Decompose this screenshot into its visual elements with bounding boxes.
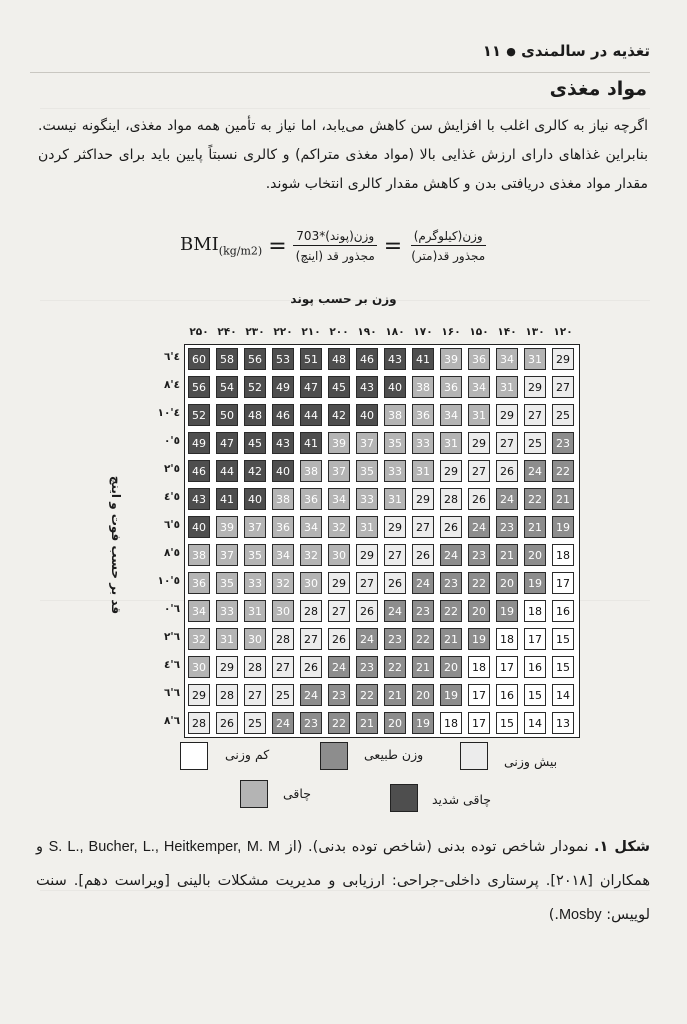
bmi-cell: 19 — [496, 600, 518, 622]
bmi-cell: 23 — [468, 544, 490, 566]
bmi-cell: 31 — [356, 516, 378, 538]
bmi-cell: 46 — [272, 404, 294, 426]
bmi-cell: 31 — [384, 488, 406, 510]
bmi-cell: 42 — [244, 460, 266, 482]
bmi-cell: 24 — [468, 516, 490, 538]
weight-tick-label: ۱۴۰ — [497, 326, 517, 338]
caption-text: نمودار شاخص توده بدنی (شاخص توده بدنی). (از — [285, 839, 589, 855]
legend-label: وزن طبیعی — [364, 747, 424, 762]
bmi-cell: 24 — [328, 656, 350, 678]
bmi-cell: 38 — [272, 488, 294, 510]
height-tick-label: ٤'٨ — [163, 379, 180, 391]
bmi-cell: 14 — [524, 712, 546, 734]
formula-bmi: BMI — [180, 234, 219, 256]
bmi-cell: 27 — [552, 376, 574, 398]
weight-tick-label: ۲۰۰ — [329, 326, 349, 338]
caption-end: .) — [548, 907, 559, 923]
bmi-cell: 56 — [244, 348, 266, 370]
bmi-cell: 26 — [216, 712, 238, 734]
bmi-cell: 21 — [496, 544, 518, 566]
bmi-cell: 37 — [356, 432, 378, 454]
bmi-cell: 34 — [328, 488, 350, 510]
bmi-cell: 45 — [328, 376, 350, 398]
height-tick-label: ٥'٠ — [163, 435, 180, 447]
bmi-cell: 41 — [412, 348, 434, 370]
bmi-cell: 30 — [328, 544, 350, 566]
bmi-cell: 31 — [496, 376, 518, 398]
bmi-cell: 29 — [328, 572, 350, 594]
bmi-cell: 27 — [468, 460, 490, 482]
bmi-cell: 31 — [216, 628, 238, 650]
bmi-cell: 21 — [412, 656, 434, 678]
bmi-cell: 26 — [300, 656, 322, 678]
bmi-cell: 20 — [524, 544, 546, 566]
bmi-cell: 36 — [468, 348, 490, 370]
section-title: مواد مغذی — [549, 78, 647, 100]
caption-label: شکل ۱. — [593, 839, 651, 855]
bmi-cell: 23 — [412, 600, 434, 622]
bmi-cell: 48 — [244, 404, 266, 426]
header-title — [483, 42, 650, 60]
weight-tick-label: ۲۵۰ — [189, 326, 209, 338]
weight-tick-label: ۱۳۰ — [525, 326, 545, 338]
bmi-cell: 22 — [440, 600, 462, 622]
bmi-cell: 20 — [440, 656, 462, 678]
legend-normal — [320, 742, 348, 770]
bmi-cell: 21 — [384, 684, 406, 706]
bmi-cell: 22 — [524, 488, 546, 510]
bmi-cell: 23 — [552, 432, 574, 454]
height-tick-label: ٥'٢ — [163, 463, 180, 475]
bmi-cell: 40 — [384, 376, 406, 398]
bmi-cell: 36 — [440, 376, 462, 398]
legend-underweight — [180, 742, 208, 770]
bmi-cell: 29 — [552, 348, 574, 370]
bmi-cell: 19 — [524, 572, 546, 594]
bmi-cell: 36 — [412, 404, 434, 426]
bmi-cell: 40 — [188, 516, 210, 538]
bmi-cell: 27 — [328, 600, 350, 622]
legend-label: چاقی — [283, 786, 311, 801]
bmi-cell: 53 — [272, 348, 294, 370]
bmi-cell: 30 — [188, 656, 210, 678]
bmi-cell: 16 — [552, 600, 574, 622]
bmi-cell: 33 — [412, 432, 434, 454]
bmi-cell: 15 — [496, 712, 518, 734]
bmi-cell: 24 — [412, 572, 434, 594]
fraction-numerator: وزن(پوند)*703 — [293, 229, 377, 246]
legend-label: چاقی شدید — [432, 792, 491, 807]
bmi-cell: 40 — [244, 488, 266, 510]
caption-authors: S. L., Bucher, L., Heitkemper, — [48, 839, 242, 855]
bmi-cell: 17 — [468, 684, 490, 706]
caption-text-2: و همکاران [۲۰۱۸]. پرستاری داخلی-جراحی: ارزیابی و مدیریت مشکلات بالینی [ویراست دهم]. سنت لوییس: — [36, 839, 650, 923]
caption-authors-2: M. M — [246, 839, 281, 855]
bmi-cell: 27 — [244, 684, 266, 706]
bmi-cell: 31 — [524, 348, 546, 370]
bmi-cell: 24 — [272, 712, 294, 734]
bmi-cell: 23 — [356, 656, 378, 678]
bmi-cell: 29 — [524, 376, 546, 398]
legend-swatch — [320, 742, 348, 770]
page-number: ۱۱ — [482, 42, 502, 60]
body-paragraph: اگرچه نیاز به کالری اغلب با افزایش سن کاهش می‌یابد، اما نیاز به تأمین همه مواد مغذی، اینگونه نیست. بنابراین غذاهای دارای ارزش غذایی بالا (مواد مغذی متراکم) و کالری نسبتاً پایین باید برای حداکثر کردن مقدار مواد مغذی دریافتی بدن و کاهش مقدار کالری انتخاب شوند. — [38, 118, 648, 192]
bmi-cell: 30 — [244, 628, 266, 650]
bmi-cell: 33 — [384, 460, 406, 482]
bmi-cell: 22 — [552, 460, 574, 482]
height-tick-label: ٦'٦ — [163, 687, 180, 699]
bmi-cell: 52 — [244, 376, 266, 398]
bmi-cell: 20 — [412, 684, 434, 706]
bmi-cell: 16 — [496, 684, 518, 706]
bmi-cell: 26 — [384, 572, 406, 594]
bmi-cell: 34 — [300, 516, 322, 538]
bmi-cell: 36 — [188, 572, 210, 594]
legend-label: بیش وزنی — [504, 754, 558, 769]
bmi-cell: 40 — [356, 404, 378, 426]
bmi-cell: 29 — [384, 516, 406, 538]
height-axis — [138, 344, 180, 736]
legend-severe — [390, 784, 418, 812]
bmi-cell: 24 — [300, 684, 322, 706]
bmi-cell: 29 — [188, 684, 210, 706]
bmi-cell: 21 — [552, 488, 574, 510]
bmi-cell: 50 — [216, 404, 238, 426]
bmi-cell: 43 — [188, 488, 210, 510]
bmi-cell: 32 — [272, 572, 294, 594]
legend-label: کم وزنی — [225, 747, 270, 762]
bmi-cell: 43 — [272, 432, 294, 454]
bmi-cell: 23 — [300, 712, 322, 734]
bmi-cell: 48 — [328, 348, 350, 370]
bmi-cell: 21 — [524, 516, 546, 538]
bmi-cell: 19 — [468, 628, 490, 650]
bmi-cell: 58 — [216, 348, 238, 370]
bmi-cell: 29 — [496, 404, 518, 426]
bmi-cell: 44 — [300, 404, 322, 426]
bmi-cell: 29 — [412, 488, 434, 510]
bmi-cell: 35 — [216, 572, 238, 594]
weight-axis — [186, 326, 576, 344]
caption-publisher: Mosby — [558, 907, 602, 923]
height-tick-label: ٦'٤ — [163, 659, 180, 671]
bmi-cell: 28 — [216, 684, 238, 706]
bmi-cell: 28 — [188, 712, 210, 734]
height-axis-label: قد بر حسب فوت و اینچ — [109, 475, 123, 615]
bmi-cell: 28 — [244, 656, 266, 678]
bmi-cell: 20 — [468, 600, 490, 622]
bmi-cell: 25 — [524, 432, 546, 454]
bmi-cell: 27 — [384, 544, 406, 566]
bmi-cell: 17 — [496, 656, 518, 678]
bmi-cell: 37 — [216, 544, 238, 566]
legend-obese — [240, 780, 268, 808]
bmi-cell: 28 — [272, 628, 294, 650]
legend-swatch — [240, 780, 268, 808]
equals-sign: = — [383, 233, 403, 259]
bmi-cell: 38 — [188, 544, 210, 566]
bmi-cell: 29 — [468, 432, 490, 454]
bmi-cell: 41 — [216, 488, 238, 510]
bmi-cell: 15 — [552, 628, 574, 650]
bmi-cell: 22 — [328, 712, 350, 734]
bmi-cell: 29 — [440, 460, 462, 482]
bmi-cell: 19 — [412, 712, 434, 734]
bmi-cell: 52 — [188, 404, 210, 426]
bmi-cell: 26 — [468, 488, 490, 510]
bmi-cell: 37 — [328, 460, 350, 482]
bmi-cell: 18 — [440, 712, 462, 734]
fraction-denominator: مجذور قد(متر) — [411, 249, 486, 263]
bmi-cell: 23 — [496, 516, 518, 538]
legend-swatch — [180, 742, 208, 770]
bmi-cell: 33 — [244, 572, 266, 594]
bmi-cell: 27 — [496, 432, 518, 454]
bmi-cell: 25 — [272, 684, 294, 706]
bmi-cell: 23 — [328, 684, 350, 706]
bmi-cell: 38 — [384, 404, 406, 426]
bmi-cell: 19 — [552, 516, 574, 538]
height-tick-label: ٤'٦ — [163, 351, 180, 363]
chapter-title: تغذیه در سالمندی — [521, 42, 650, 60]
bmi-cell: 24 — [384, 600, 406, 622]
bmi-cell: 34 — [272, 544, 294, 566]
legend-overweight — [460, 742, 488, 770]
bmi-cell: 21 — [356, 712, 378, 734]
bmi-cell: 24 — [496, 488, 518, 510]
bmi-cell: 20 — [496, 572, 518, 594]
bmi-cell: 32 — [328, 516, 350, 538]
bmi-cell: 35 — [244, 544, 266, 566]
bmi-cell: 31 — [468, 404, 490, 426]
bmi-cell: 29 — [216, 656, 238, 678]
bmi-cell: 49 — [272, 376, 294, 398]
bmi-cell: 17 — [468, 712, 490, 734]
formula-unit: (kg/m2) — [218, 244, 263, 258]
bmi-cell: 29 — [356, 544, 378, 566]
bmi-cell: 34 — [440, 404, 462, 426]
bmi-cell: 26 — [328, 628, 350, 650]
bmi-cell: 18 — [552, 544, 574, 566]
bmi-cell: 15 — [552, 656, 574, 678]
weight-tick-label: ۲۱۰ — [301, 326, 321, 338]
equals-sign: = — [268, 233, 287, 259]
bmi-cell: 25 — [244, 712, 266, 734]
bmi-cell: 54 — [216, 376, 238, 398]
bmi-cell: 41 — [300, 432, 322, 454]
bmi-cell: 47 — [300, 376, 322, 398]
fraction-denominator: مجذور قد (اینچ) — [295, 249, 375, 263]
weight-tick-label: ۱۶۰ — [441, 326, 461, 338]
bmi-cell: 23 — [440, 572, 462, 594]
bmi-cell: 18 — [496, 628, 518, 650]
bmi-cell: 28 — [300, 600, 322, 622]
height-tick-label: ٦'٢ — [163, 631, 180, 643]
bmi-cell: 23 — [384, 628, 406, 650]
bmi-cell: 33 — [216, 600, 238, 622]
bmi-cell: 22 — [356, 684, 378, 706]
bmi-table — [184, 344, 580, 738]
bmi-cell: 37 — [244, 516, 266, 538]
bmi-cell: 34 — [496, 348, 518, 370]
bmi-cell: 13 — [552, 712, 574, 734]
bmi-cell: 15 — [524, 684, 546, 706]
bmi-cell: 17 — [524, 628, 546, 650]
bmi-cell: 16 — [524, 656, 546, 678]
bmi-cell: 42 — [328, 404, 350, 426]
bmi-cell: 39 — [216, 516, 238, 538]
bmi-cell: 39 — [328, 432, 350, 454]
legend-swatch — [460, 742, 488, 770]
formula-fraction-pounds — [293, 229, 378, 263]
height-tick-label: ٤'١٠ — [157, 407, 180, 419]
fraction-numerator: وزن(کیلوگرم) — [411, 229, 486, 246]
bmi-cell: 26 — [496, 460, 518, 482]
weight-tick-label: ۲۲۰ — [273, 326, 293, 338]
height-tick-label: ٥'١٠ — [157, 575, 180, 587]
bmi-cell: 60 — [188, 348, 210, 370]
bmi-cell: 27 — [356, 572, 378, 594]
bmi-cell: 46 — [356, 348, 378, 370]
bmi-cell: 34 — [468, 376, 490, 398]
bmi-cell: 22 — [384, 656, 406, 678]
bmi-cell: 35 — [384, 432, 406, 454]
bmi-cell: 30 — [300, 572, 322, 594]
bmi-cell: 18 — [468, 656, 490, 678]
bmi-cell: 31 — [244, 600, 266, 622]
bmi-cell: 21 — [440, 628, 462, 650]
bmi-cell: 27 — [524, 404, 546, 426]
bmi-formula — [180, 216, 510, 276]
bmi-cell: 20 — [384, 712, 406, 734]
bmi-cell: 25 — [552, 404, 574, 426]
bmi-cell: 22 — [468, 572, 490, 594]
bmi-cell: 26 — [412, 544, 434, 566]
bmi-cell: 46 — [188, 460, 210, 482]
bmi-cell: 14 — [552, 684, 574, 706]
bmi-cell: 38 — [412, 376, 434, 398]
bmi-cell: 35 — [356, 460, 378, 482]
height-tick-label: ٦'٠ — [163, 603, 180, 615]
weight-tick-label: ۱۸۰ — [385, 326, 405, 338]
height-tick-label: ٥'٤ — [163, 491, 180, 503]
bmi-cell: 32 — [300, 544, 322, 566]
bleed-line — [40, 108, 650, 109]
chart-title: وزن بر حسب پوند — [290, 292, 397, 306]
weight-tick-label: ۱۷۰ — [413, 326, 433, 338]
weight-tick-label: ۱۵۰ — [469, 326, 489, 338]
bmi-cell: 27 — [300, 628, 322, 650]
bmi-cell: 43 — [356, 376, 378, 398]
bmi-cell: 43 — [384, 348, 406, 370]
bmi-cell: 40 — [272, 460, 294, 482]
height-tick-label: ٥'٨ — [163, 547, 180, 559]
bmi-cell: 17 — [552, 572, 574, 594]
bmi-cell: 39 — [440, 348, 462, 370]
bmi-cell: 38 — [300, 460, 322, 482]
weight-tick-label: ۱۹۰ — [357, 326, 377, 338]
weight-tick-label: ۱۲۰ — [553, 326, 573, 338]
bmi-cell: 26 — [440, 516, 462, 538]
bmi-cell: 24 — [440, 544, 462, 566]
height-tick-label: ٥'٦ — [163, 519, 180, 531]
bmi-cell: 19 — [440, 684, 462, 706]
bmi-cell: 28 — [440, 488, 462, 510]
bmi-cell: 34 — [188, 600, 210, 622]
bmi-cell: 36 — [300, 488, 322, 510]
bmi-cell: 33 — [356, 488, 378, 510]
bmi-cell: 31 — [412, 460, 434, 482]
bmi-cell: 27 — [412, 516, 434, 538]
formula-lhs — [180, 234, 262, 258]
bmi-cell: 26 — [356, 600, 378, 622]
formula-fraction-kg — [408, 229, 488, 263]
bmi-cell: 45 — [244, 432, 266, 454]
bmi-cell: 30 — [272, 600, 294, 622]
bmi-cell: 24 — [356, 628, 378, 650]
bmi-cell: 24 — [524, 460, 546, 482]
bullet-icon: ● — [506, 45, 516, 58]
bmi-cell: 36 — [272, 516, 294, 538]
weight-tick-label: ۲۴۰ — [217, 326, 237, 338]
bmi-cell: 22 — [412, 628, 434, 650]
bmi-cell: 32 — [188, 628, 210, 650]
bmi-cell: 31 — [440, 432, 462, 454]
weight-tick-label: ۲۳۰ — [245, 326, 265, 338]
legend-swatch — [390, 784, 418, 812]
bmi-grid — [185, 345, 579, 737]
bmi-cell: 44 — [216, 460, 238, 482]
bmi-cell: 49 — [188, 432, 210, 454]
height-tick-label: ٦'٨ — [163, 715, 180, 727]
bmi-cell: 27 — [272, 656, 294, 678]
figure-caption — [36, 830, 650, 932]
bmi-cell: 18 — [524, 600, 546, 622]
bmi-cell: 56 — [188, 376, 210, 398]
bmi-cell: 51 — [300, 348, 322, 370]
page-header — [30, 38, 650, 73]
bmi-cell: 47 — [216, 432, 238, 454]
